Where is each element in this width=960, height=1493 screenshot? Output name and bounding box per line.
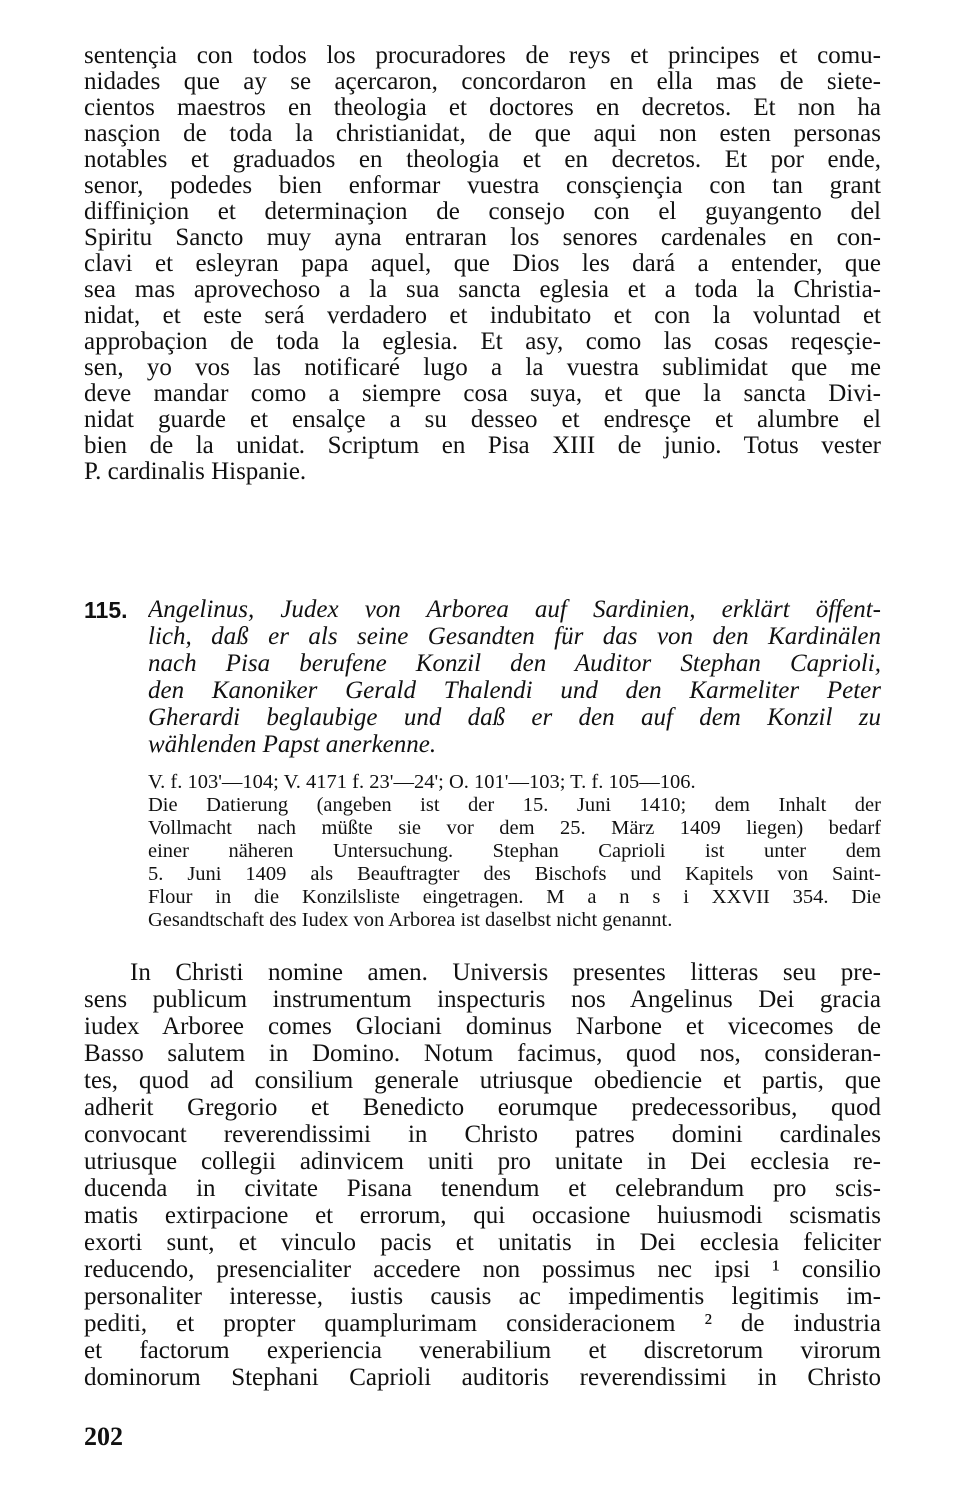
text-line: nidat, et este será verdadero et indubitato et con la voluntad et bbox=[84, 303, 881, 329]
body-line: pediti, et propter quamplurimam consideracionem ² de industria bbox=[84, 1311, 881, 1337]
text-line: nidat guarde et ensalçe a su desseo et endresçe et alumbre el bbox=[84, 407, 881, 433]
note-line: Vollmacht nach müßte sie vor dem 25. März 1409 liegen) bedarf bbox=[148, 817, 881, 839]
text-line: nidades que ay se açercaron, concordaron en ella mas de siete- bbox=[84, 69, 881, 95]
page-number: 202 bbox=[84, 1422, 123, 1451]
heading-line: lich, daß er als seine Gesandten für das von den Kardinälen bbox=[148, 624, 881, 650]
text-line: Spiritu Sancto muy ayna entraran los senores cardenales en con- bbox=[84, 225, 881, 251]
note-line: einer näheren Untersuchung. Stephan Caprioli ist unter dem bbox=[148, 840, 881, 862]
body-line: Basso salutem in Domino. Notum facimus, quod nos, consideran- bbox=[84, 1041, 881, 1067]
heading-line: Angelinus, Judex von Arborea auf Sardinien, erklärt öffent- bbox=[148, 597, 881, 623]
text-line: sen, yo vos las notificaré lugo a la vuestra sublimidat que me bbox=[84, 355, 881, 381]
document-number: 115. bbox=[84, 597, 128, 623]
text-line: cientos maestros en theologia et doctores en decretos. Et non ha bbox=[84, 95, 881, 121]
body-line: reducendo, presencialiter accedere non possimus nec ipsi ¹ consilio bbox=[84, 1257, 881, 1283]
body-line: personaliter interesse, iustis causis ac impedimentis legitimis im- bbox=[84, 1284, 881, 1310]
text-line: sea mas aprovechoso a la sua sancta eglesia et a toda la Christia- bbox=[84, 277, 881, 303]
body-line: In Christi nomine amen. Universis presentes litteras seu pre- bbox=[130, 960, 881, 986]
text-line: diffiniçion et determinaçion de consejo con el guyangento del bbox=[84, 199, 881, 225]
body-line: iudex Arboree comes Glociani dominus Narbone et vicecomes de bbox=[84, 1014, 881, 1040]
text-line: sentençia con todos los procuradores de reys et principes et comu- bbox=[84, 43, 881, 69]
text-line: bien de la unidat. Scriptum en Pisa XIII de junio. Totus vester bbox=[84, 433, 881, 459]
text-line: nasçion de toda la christianidat, de que aqui non esten personas bbox=[84, 121, 881, 147]
text-line: P. cardinalis Hispanie. bbox=[84, 459, 307, 485]
note-line: Die Datierung (angeben ist der 15. Juni 1410; dem Inhalt der bbox=[148, 794, 881, 816]
body-line: convocant reverendissimi in Christo patres domini cardinales bbox=[84, 1122, 881, 1148]
note-line: V. f. 103'—104; V. 4171 f. 23'—24'; O. 101'—103; T. f. 105—106. bbox=[148, 771, 696, 793]
body-line: sens publicum instrumentum inspecturis nos Angelinus Dei gracia bbox=[84, 987, 881, 1013]
body-line: et factorum experiencia venerabilium et discretorum virorum bbox=[84, 1338, 881, 1364]
heading-line: den Kanoniker Gerald Thalendi und den Karmeliter Peter bbox=[148, 678, 881, 704]
text-line: notables et graduados en theologia et en decretos. Et por ende, bbox=[84, 147, 881, 173]
note-line: Flour in die Konzilsliste eingetragen. M a n s i XXVII 354. Die bbox=[148, 886, 881, 908]
body-line: matis extirpacione et errorum, qui occasione huiusmodi scismatis bbox=[84, 1203, 881, 1229]
heading-line: nach Pisa berufene Konzil den Auditor Stephan Caprioli, bbox=[148, 651, 881, 677]
text-line: approbaçion de toda la eglesia. Et asy, como las cosas reqesçie- bbox=[84, 329, 881, 355]
note-line: 5. Juni 1409 als Beauftragter des Bischofs und Kapitels von Saint- bbox=[148, 863, 881, 885]
text-line: senor, podedes bien enformar vuestra consçiençia con tan grant bbox=[84, 173, 881, 199]
body-line: exorti sunt, et vinculo pacis et unitatis in Dei ecclesia feliciter bbox=[84, 1230, 881, 1256]
text-line: clavi et esleyran papa aquel, que Dios les dará a entender, que bbox=[84, 251, 881, 277]
body-line: tes, quod ad consilium generale utriusque obediencie et partis, que bbox=[84, 1068, 881, 1094]
note-line: Gesandtschaft des Iudex von Arborea ist daselbst nicht genannt. bbox=[148, 909, 673, 931]
body-line: ducenda in civitate Pisana tenendum et celebrandum pro scis- bbox=[84, 1176, 881, 1202]
heading-line: Gherardi beglaubige und daß er den auf dem Konzil zu bbox=[148, 705, 881, 731]
body-line: dominorum Stephani Caprioli auditoris reverendissimi in Christo bbox=[84, 1365, 881, 1391]
heading-line: wählenden Papst anerkenne. bbox=[148, 732, 437, 758]
body-line: adherit Gregorio et Benedicto eorumque predecessoribus, quod bbox=[84, 1095, 881, 1121]
text-line: deve mandar como a siempre cosa suya, et que la sancta Divi- bbox=[84, 381, 881, 407]
body-line: utriusque collegii adinvicem uniti pro unitate in Dei ecclesia re- bbox=[84, 1149, 881, 1175]
